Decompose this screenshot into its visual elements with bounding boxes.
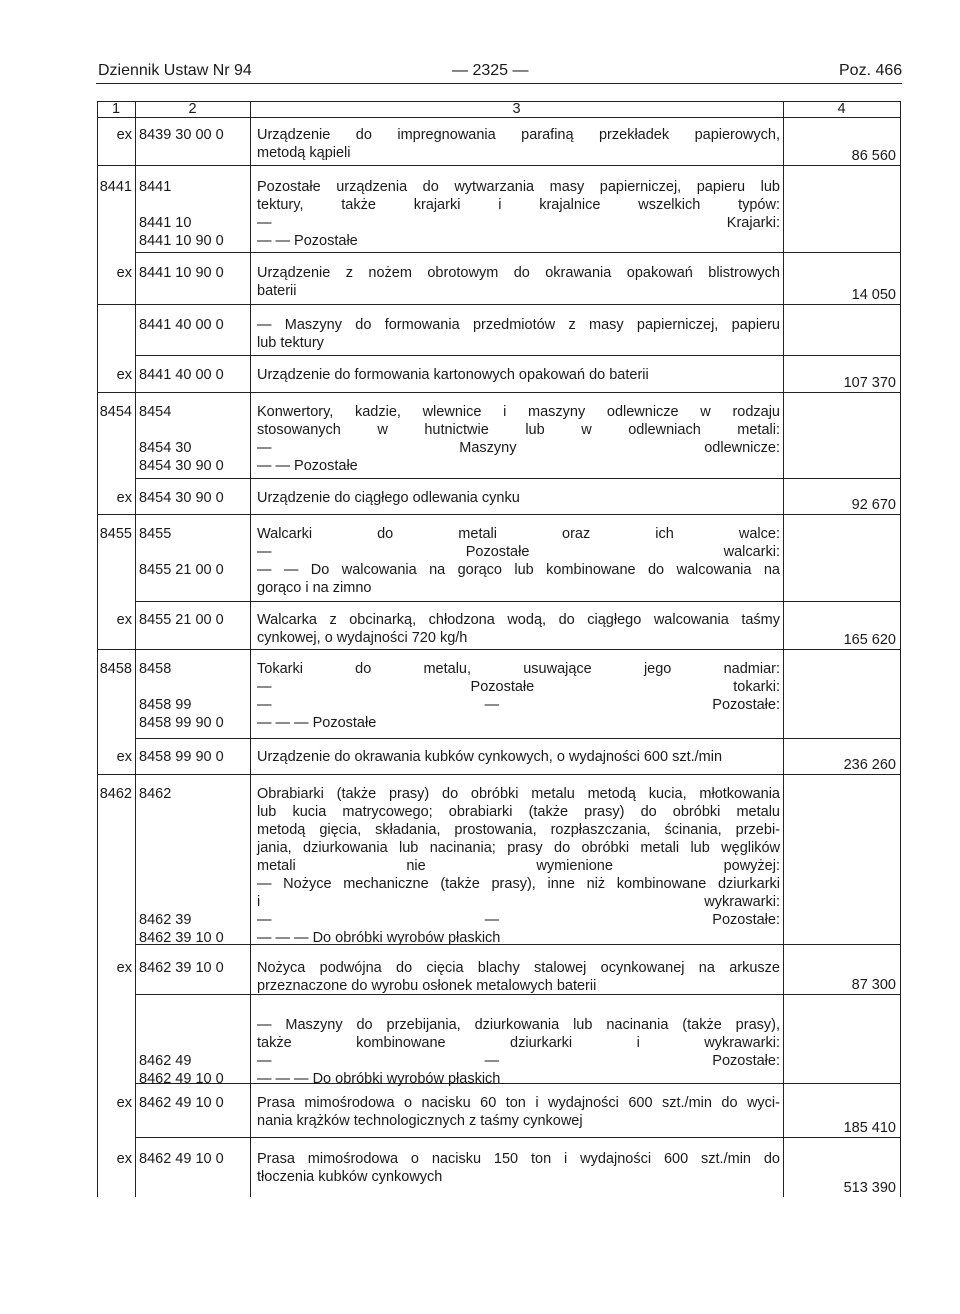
code-cell: 8455 21 00 0	[139, 562, 224, 578]
description-line: nania krążków technologicznych z taśmy cynkowej	[257, 1113, 583, 1129]
description-line: — — Pozostałe:	[257, 912, 780, 928]
description-line: — — — Do obróbki wyrobów płaskich	[257, 930, 501, 946]
description-line: — — — Do obróbki wyrobów płaskich	[257, 1071, 501, 1087]
column-header: 1	[111, 101, 121, 117]
col1-cell: ex	[116, 265, 132, 281]
col1-cell: 8462	[99, 786, 132, 802]
description-line: — Maszyny do formowania przedmiotów z masy papierniczej, papieru	[257, 317, 780, 333]
row-divider	[135, 738, 900, 739]
description-line: — — Do walcowania na gorąco lub kombinowane do walcowania na	[257, 562, 780, 578]
journal-title: Dziennik Ustaw Nr 94	[98, 62, 252, 79]
description-line: Konwertory, kadzie, wlewnice i maszyny odlewnicze w rodzaju	[257, 404, 780, 420]
code-cell: 8462 39 10 0	[139, 960, 224, 976]
code-cell: 8462	[139, 786, 172, 802]
row-divider	[135, 1137, 900, 1138]
description-line: Urządzenie do ciągłego odlewania cynku	[257, 490, 520, 506]
description-line: Prasa mimośrodowa o nacisku 150 ton i wydajności 600 szt./min do	[257, 1151, 780, 1167]
description-line: — Nożyce mechaniczne (także prasy), inne niż kombinowane dziurkarki	[257, 876, 780, 892]
code-cell: 8454 30 90 0	[139, 458, 224, 474]
col1-cell: ex	[116, 1095, 132, 1111]
code-cell: 8455	[139, 526, 172, 542]
col1-cell: ex	[116, 367, 132, 383]
row-divider	[135, 1083, 900, 1084]
row-divider	[97, 649, 900, 650]
description-line: Urządzenie do okrawania kubków cynkowych, o wydajności 600 szt./min	[257, 749, 723, 765]
description-line: Pozostałe urządzenia do wytwarzania masy papierniczej, papieru lub	[257, 179, 780, 195]
description-line: — Maszyny odlewnicze:	[257, 440, 780, 456]
description-line: Urządzenie do formowania kartonowych opakowań do baterii	[257, 367, 649, 383]
code-cell: 8458 99 90 0	[139, 749, 224, 765]
description-line: Nożyca podwójna do cięcia blachy stalowej ocynkowanej na arkusze	[257, 960, 780, 976]
row-divider	[135, 601, 900, 602]
col1-cell: ex	[116, 127, 132, 143]
rate-cell: 92 670	[851, 497, 896, 513]
col1-cell: 8454	[99, 404, 132, 420]
row-divider	[97, 514, 900, 515]
rate-cell: 165 620	[843, 632, 896, 648]
description-line: Tokarki do metalu, usuwające jego nadmiar:	[257, 661, 780, 677]
description-line: przeznaczone do wyrobu osłonek metalowych baterii	[257, 978, 597, 994]
code-cell: 8439 30 00 0	[139, 127, 224, 143]
col1-cell: 8455	[99, 526, 132, 542]
col1-cell: ex	[116, 960, 132, 976]
code-cell: 8441 10	[139, 215, 192, 231]
code-cell: 8458 99	[139, 697, 192, 713]
row-divider	[97, 165, 900, 166]
position-number: Poz. 466	[839, 62, 903, 79]
row-divider	[135, 355, 900, 356]
description-line: gorąco i na zimno	[257, 580, 372, 596]
code-cell: 8441	[139, 179, 172, 195]
col1-cell: ex	[116, 749, 132, 765]
description-line: baterii	[257, 283, 297, 299]
code-cell: 8462 49 10 0	[139, 1095, 224, 1111]
description-line: — — Pozostałe	[257, 458, 358, 474]
description-line: — Pozostałe walcarki:	[257, 544, 780, 560]
description-line: Walcarki do metali oraz ich walce:	[257, 526, 780, 542]
row-divider	[97, 304, 900, 305]
column-header: 3	[512, 101, 521, 117]
row-divider	[97, 774, 900, 775]
column-header: 2	[188, 101, 197, 117]
code-cell: 8462 39	[139, 912, 192, 928]
description-line: — — — Pozostałe	[257, 715, 377, 731]
col1-cell: ex	[116, 490, 132, 506]
description-line: stosowanych w hutnictwie lub w odlewniach metali:	[257, 422, 780, 438]
rate-cell: 107 370	[843, 375, 896, 391]
description-line: — — Pozostałe	[257, 233, 358, 249]
column-header: 4	[837, 101, 846, 117]
code-cell: 8441 10 90 0	[139, 233, 224, 249]
code-cell: 8462 49 10 0	[139, 1071, 224, 1087]
description-line: cynkowej, o wydajności 720 kg/h	[257, 630, 468, 646]
code-cell: 8458	[139, 661, 172, 677]
col1-cell: 8441	[99, 179, 132, 195]
rate-cell: 14 050	[851, 287, 896, 303]
code-cell: 8441 40 00 0	[139, 317, 224, 333]
description-line: — — Pozostałe:	[257, 1053, 780, 1069]
code-cell: 8454 30 90 0	[139, 490, 224, 506]
description-line: Obrabiarki (także prasy) do obróbki metalu metodą kucia, młotkowania	[257, 786, 780, 802]
description-line: Walcarka z obcinarką, chłodzona wodą, do ciągłego walcowania taśmy	[257, 612, 780, 628]
description-line: lub tektury	[257, 335, 324, 351]
description-line: metodą kąpieli	[257, 145, 351, 161]
description-line: Urządzenie z nożem obrotowym do okrawania opakowań blistrowych	[257, 265, 780, 281]
code-cell: 8454 30	[139, 440, 192, 456]
page-number: — 2325 —	[452, 62, 529, 79]
description-line: lub kucia matrycowego; obrabiarki (także prasy) do obróbki metalu	[257, 804, 780, 820]
description-line: — — Pozostałe:	[257, 697, 780, 713]
col1-cell: 8458	[99, 661, 132, 677]
description-line: — Maszyny do przebijania, dziurkowania lub nacinania (także prasy),	[257, 1017, 780, 1033]
row-divider	[135, 994, 900, 995]
code-cell: 8458 99 90 0	[139, 715, 224, 731]
col-right-border	[900, 101, 901, 1197]
description-line: metodą gięcia, składania, prostowania, rozpłaszczania, ścinania, przebi-	[257, 822, 780, 838]
description-line: — Pozostałe tokarki:	[257, 679, 780, 695]
description-line: tłoczenia kubków cynkowych	[257, 1169, 443, 1185]
rate-cell: 86 560	[851, 148, 896, 164]
description-line: Urządzenie do impregnowania parafiną przekładek papierowych,	[257, 127, 780, 143]
col1-cell: ex	[116, 612, 132, 628]
code-cell: 8462 49	[139, 1053, 192, 1069]
code-cell: 8462 49 10 0	[139, 1151, 224, 1167]
description-line: tektury, także krajarki i krajalnice wszelkich typów:	[257, 197, 780, 213]
description-line: Prasa mimośrodowa o nacisku 60 ton i wydajności 600 szt./min do wyci-	[257, 1095, 780, 1111]
code-cell: 8462 39 10 0	[139, 930, 224, 946]
row-divider	[135, 944, 900, 945]
rate-cell: 87 300	[851, 977, 896, 993]
row-divider	[135, 478, 900, 479]
description-line: także kombinowane dziurkarki i wykrawarki:	[257, 1035, 780, 1051]
description-line: metali nie wymienione powyżej:	[257, 858, 780, 874]
rate-cell: 236 260	[843, 757, 896, 773]
row-divider	[97, 392, 900, 393]
col1-cell: ex	[116, 1151, 132, 1167]
description-line: jania, dziurkowania lub nacinania; prasy do obróbki metali lub węglików	[257, 840, 780, 856]
rate-cell: 185 410	[843, 1120, 896, 1136]
code-cell: 8455 21 00 0	[139, 612, 224, 628]
description-line: — Krajarki:	[257, 215, 780, 231]
code-cell: 8454	[139, 404, 172, 420]
code-cell: 8441 40 00 0	[139, 367, 224, 383]
rate-cell: 513 390	[843, 1180, 896, 1196]
row-divider	[135, 252, 900, 253]
description-line: i wykrawarki:	[257, 894, 780, 910]
code-cell: 8441 10 90 0	[139, 265, 224, 281]
